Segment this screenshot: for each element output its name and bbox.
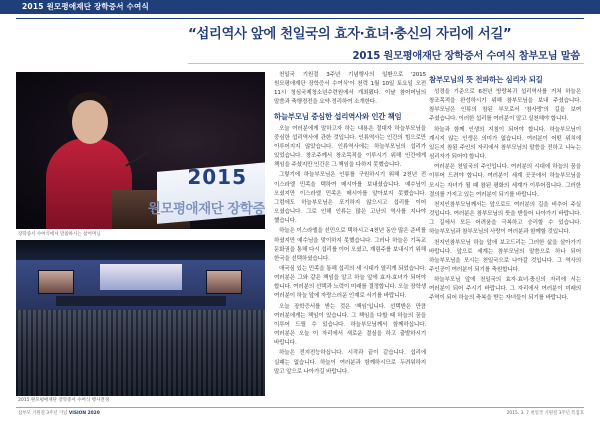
audience-crowd xyxy=(16,310,265,396)
photo2-caption: 2015 원모평애재단 장학증서 수여식 행사전경 xyxy=(18,398,110,403)
footer-left xyxy=(18,410,100,416)
section2-paragraph: 여러분은 천일국의 주인입니다. 여러분의 시대에 하늘의 꿈을 이루어 드려야 합니다. 여러분이 세계 곳곳에서 하늘부모님을 모시는 자녀가 될 때 참된 평화의 세계가 이루어집니다. 그러한 결의를 가지고 있는 여러분이 되기를 바랍니다. xyxy=(429,164,581,198)
section1-paragraph: 오늘 장학증서를 받는 것은 '책임'입니다. 선택받은 만큼 여러분에게는 책임이 있습니다. 그 책임을 다할 때 하늘의 꿈을 이루어 드릴 수 있습니다. 하늘부모님께서 함께하십니다. 여러분은 오늘 이 자리에서 새로운 결심을 하고 출발하시기 바랍니다. xyxy=(274,303,426,347)
article-subheadline: 2015 원모평애재단 장학증서 수여식 참부모님 말씀 xyxy=(352,51,580,62)
section1-paragraph: 오늘 여러분에게 말하고자 하는 내용은 절대자 하늘부모님을 중심한 섭리역사에 관한 것입니다. 인류역사는 인간의 힘으로만 이루어지지 않았습니다. 인류역사에는 하늘부모님의 섭리가 있었습니다. 창조주께서 창조목적을 이루시기 위해 인간에게 책임을 주셨지만 인간은 그 책임을 다하지 못했습니다. xyxy=(274,125,426,169)
photo1-caption: 장학증서 수여식에서 말씀하시는 참어머님 xyxy=(18,232,101,237)
section1-paragraph: 그렇기에 하늘부모님은 인류를 구원하시기 위해 2천년 전 이스라엘 민족을 택하여 메시아를 보내셨습니다. 예수님이 오셨지만 이스라엘 민족은 메시아를 알아보지 못했습니다. 그럼에도 하늘부모님은 포기하지 않으시고 섭리를 이어 오셨습니다. 그로 인해 인류는 많은 고난의 역사를 지나야 했습니다. xyxy=(274,172,426,225)
speaker-photo xyxy=(16,72,265,229)
section2-paragraph: 천지인참부모님 하늘 앞에 보고드리는 그러한 삶을 살아가기 바랍니다. 앞으로 세계는 참부모님의 말씀으로 하나 되어 하늘부모님을 모시는 천일국으로 나아갈 것입니다. 그 역사의 주인공이 여러분이 되기를 축원합니다. xyxy=(429,239,581,273)
footer-divider xyxy=(16,407,584,408)
footer-left-text: 참부모 기원절 3주년 기념 xyxy=(18,411,68,416)
backdrop-text: 원모평애재단 장학증 xyxy=(147,201,265,217)
section2-paragraph: 하늘부모님 앞에 천일국의 효자·효녀·충신의 자리에 서는 여러분이 되어 주시기 바랍니다. 그 자리에서 여러분이 미래의 주역이 되어 하늘의 축복을 받는 자녀들이 되기를 바랍니다. xyxy=(429,277,581,302)
section2-paragraph: 성경을 기준으로 6천년 방랑복귀 섭리역사를 거쳐 하늘은 창조목적을 완성하시기 위해 참부모님을 보내 주셨습니다. 참부모님은 인류의 참된 부모로서 '참사랑'의 길을 보여 주셨습니다. 이러한 섭리를 여러분이 알고 실천해야 합니다. xyxy=(429,89,581,123)
section-header-bar xyxy=(0,0,600,14)
section1-paragraph: 애국심 있는 민족을 통해 섭리의 새 시대가 열리게 되었습니다. 여러분은 그와 같은 책임을 알고 하늘 앞에 효자·효녀가 되어야 합니다. 여러분의 선택과 노력이 미래를 결정합니다. 오늘 장학생 여러분이 하늘 앞에 자랑스러운 인재로 서기를 바랍니다. xyxy=(274,265,426,300)
article-column-2 xyxy=(429,71,581,397)
hall-photo xyxy=(16,240,265,396)
section-tag: 2015 원모평애재단 장학증서 수여식 xyxy=(22,2,149,11)
footer-page-info: 2015. 3. 7 천일국 기원절 3주년 특집호 xyxy=(506,411,584,416)
footer-brand: VISION 2020 xyxy=(68,411,100,416)
section1-paragraph: 하늘은 이스라엘을 선민으로 택하시고 4천년 동안 많은 준비를 하셨지만 예수님을 맞이하지 못했습니다. 그러나 하늘은 기독교 문화권을 통해 다시 섭리를 이어 오셨고, 재림주를 보내시기 위해 한국을 선택하셨습니다. xyxy=(274,228,426,262)
section1-heading: 하늘부모님 중심한 섭리역사와 인간 책임 xyxy=(274,111,402,121)
speaker-face xyxy=(72,100,108,144)
section2-heading: 참부모님의 뜻 전파하는 심리자 되길 xyxy=(429,75,543,84)
section1-paragraph: 하늘은 전지전능하십니다. 시작과 끝이 같습니다. 섭리에 실패는 없습니다. 하늘이 여러분과 함께하시므로 두려워하지 말고 앞으로 나아가길 바랍니다. xyxy=(274,350,426,375)
article-headline: “섭리역사 앞에 천일국의 효자·효녀·충신의 자리에 서길” xyxy=(188,27,512,42)
stage-floor xyxy=(56,296,226,306)
left-screen xyxy=(38,270,74,294)
headline-divider xyxy=(188,63,584,64)
backdrop-year: 2015 xyxy=(187,165,247,189)
section2-paragraph: 하늘과 함께 인생의 지침이 되어야 합니다. 하늘부모님이 계시지 않는 인생은 의미가 없습니다. 여러분이 어떤 위치에 있든지 참된 주인의 자리에서 참부모님의 말씀을 전하고 나누는 심리자가 되어야 합니다. xyxy=(429,126,581,161)
section2-paragraph: 천지인참부모님께서는 앞으로도 여러분의 길을 비추어 주실 것입니다. 여러분은 참부모님의 뜻을 받들어 나아가기 바랍니다. 그 길에서 모든 어려움을 극복하고 승리할 수 있습니다. 하늘부모님과 참부모님의 사랑이 여러분과 함께할 것입니다. xyxy=(429,201,581,236)
article-column-1 xyxy=(274,71,426,397)
header-divider xyxy=(16,18,584,19)
microphone xyxy=(125,151,148,166)
right-screen xyxy=(206,270,242,294)
article-intro: 천일국 기원절 3주년 기념행사의 일환으로 '2015 원모평애재단 장학증서 수여식'이 천력 1월 10일 토요일 오전 11시 청심국제청소년수련원에서 개최됐다. 이날 참어머님의 말씀과 축행경전을 요약·정리하여 소개한다. xyxy=(274,72,426,106)
center-screen xyxy=(100,264,182,290)
